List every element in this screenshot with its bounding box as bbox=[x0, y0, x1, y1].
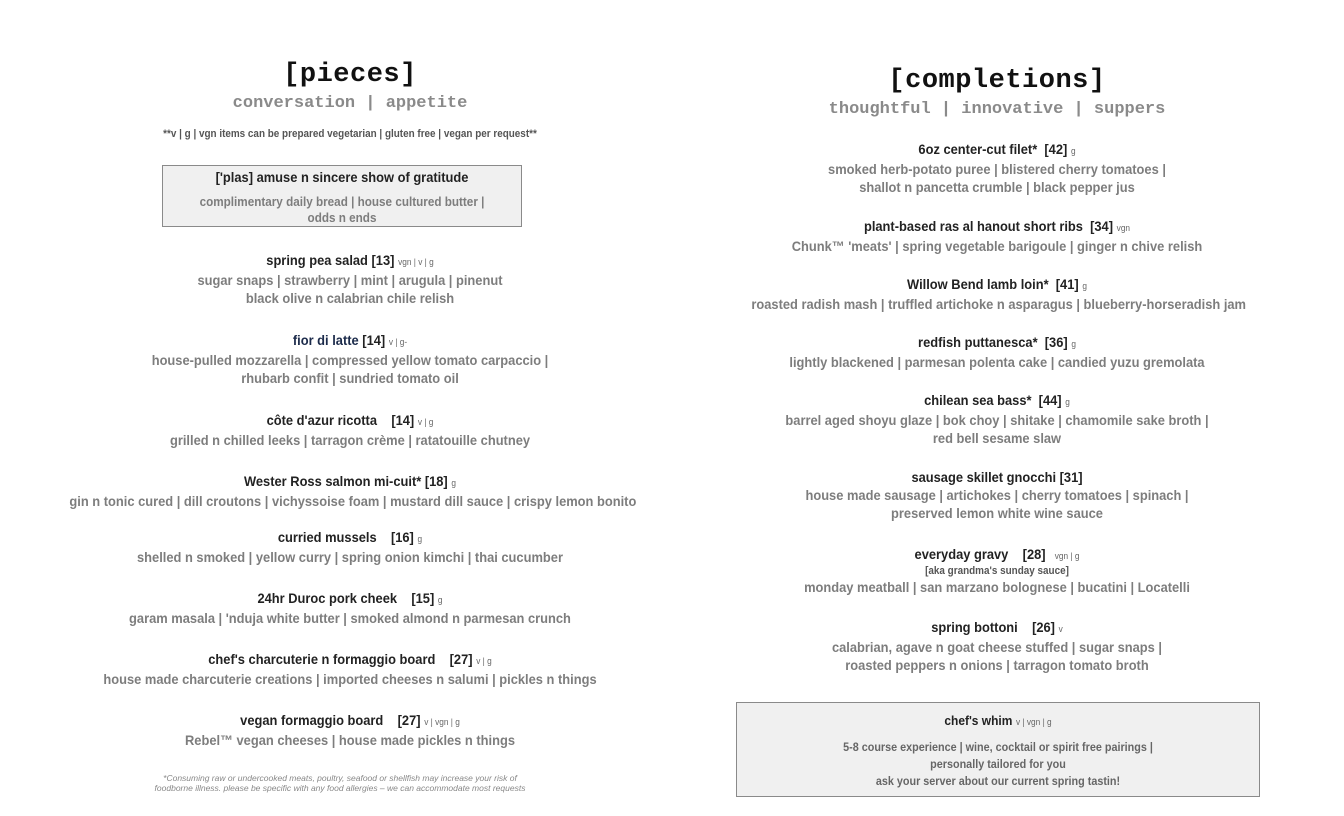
item-desc: house-pulled mozzarella | compressed yellow tomato carpaccio | bbox=[151, 352, 549, 368]
item-desc: preserved lemon white wine sauce bbox=[891, 505, 1103, 521]
menu-item bbox=[730, 141, 1264, 196]
menu-item bbox=[730, 334, 1264, 371]
diet-tag: g bbox=[437, 595, 443, 605]
completions-subtitle: thoughtful | innovative | suppers bbox=[828, 100, 1166, 119]
diet-tag: v | vgn | g bbox=[424, 717, 460, 727]
menu-item bbox=[45, 651, 655, 688]
item-desc: red bell sesame slaw bbox=[932, 430, 1062, 446]
diet-tag: vgn bbox=[1116, 223, 1131, 233]
pieces-subtitle: conversation | appetite bbox=[232, 94, 468, 113]
diet-tag: v bbox=[1058, 624, 1063, 634]
menu-item bbox=[45, 252, 655, 307]
footnote-line: foodborne illness. please be specific with any food allergies – we can accommodate most requests bbox=[154, 783, 526, 793]
menu-item bbox=[730, 619, 1264, 674]
item-desc: sugar snaps | strawberry | mint | arugula | pinenut bbox=[197, 272, 503, 288]
item-desc: smoked herb-potato puree | blistered cherry tomatoes | bbox=[828, 161, 1166, 177]
menu-item bbox=[45, 332, 655, 387]
item-name: 24hr Duroc pork cheek [15] bbox=[257, 590, 435, 606]
item-name: curried mussels [16] bbox=[277, 529, 414, 545]
item-name: côte d'azur ricotta [14] bbox=[266, 412, 415, 428]
item-name: 6oz center-cut filet* [42] bbox=[918, 141, 1068, 157]
menu-item bbox=[730, 546, 1264, 596]
item-subtitle: [aka grandma's sunday sauce] bbox=[925, 565, 1069, 577]
menu-item bbox=[730, 469, 1264, 522]
diet-tag: vgn | g bbox=[1054, 551, 1080, 561]
menu-item bbox=[730, 276, 1264, 313]
diet-tag: g bbox=[417, 534, 423, 544]
item-desc: lightly blackened | parmesan polenta cake | candied yuzu gremolata bbox=[789, 354, 1205, 370]
amuse-title: ['plas] amuse n sincere show of gratitude bbox=[215, 169, 469, 185]
menu-item bbox=[45, 712, 655, 749]
menu-item bbox=[730, 218, 1264, 255]
amuse-desc-line: odds n ends bbox=[307, 210, 377, 225]
item-desc: roasted radish mash | truffled artichoke n asparagus | blueberry-horseradish jam bbox=[751, 296, 1247, 312]
diet-tag: g bbox=[1070, 146, 1076, 156]
item-name: spring bottoni [26] bbox=[931, 619, 1055, 635]
item-desc: roasted peppers n onions | tarragon tomato broth bbox=[845, 657, 1149, 673]
item-desc: Chunk™ 'meats' | spring vegetable barigoule | ginger n chive relish bbox=[791, 238, 1203, 254]
whim-line: personally tailored for you bbox=[930, 757, 1066, 771]
chefs-whim-box bbox=[736, 702, 1260, 797]
whim-name: chef's whim bbox=[944, 713, 1013, 728]
item-name: redfish puttanesca* [36] bbox=[918, 334, 1068, 350]
item-name: Wester Ross salmon mi-cuit* [18] bbox=[243, 473, 448, 489]
item-desc: rhubarb confit | sundried tomato oil bbox=[241, 370, 459, 386]
item-desc: Rebel™ vegan cheeses | house made pickles n things bbox=[184, 732, 516, 748]
completions-title: [completions] bbox=[888, 66, 1106, 96]
item-desc: monday meatball | san marzano bolognese | bucatini | Locatelli bbox=[804, 579, 1190, 595]
diet-tag: g bbox=[1082, 281, 1087, 291]
item-desc: calabrian, agave n goat cheese stuffed | sugar snaps | bbox=[831, 639, 1163, 655]
item-desc: house made charcuterie creations | imported cheeses n salumi | pickles n things bbox=[103, 671, 597, 687]
amuse-box bbox=[162, 165, 522, 227]
whim-title bbox=[758, 713, 1238, 728]
menu-item bbox=[45, 590, 655, 627]
item-desc: black olive n calabrian chile relish bbox=[245, 290, 455, 306]
item-desc: house made sausage | artichokes | cherry tomatoes | spinach | bbox=[805, 487, 1189, 503]
item-name: spring pea salad [13] bbox=[266, 252, 395, 268]
menu-item bbox=[45, 529, 655, 566]
diet-tag: g bbox=[1065, 397, 1070, 407]
item-name: everyday gravy [28] bbox=[914, 546, 1046, 562]
footnote bbox=[45, 773, 635, 793]
item-name: fior di latte bbox=[292, 332, 359, 348]
item-name: vegan formaggio board [27] bbox=[240, 712, 421, 728]
diet-tag: g bbox=[1071, 339, 1076, 349]
item-name: chilean sea bass* [44] bbox=[924, 392, 1062, 408]
item-name: Willow Bend lamb loin* [41] bbox=[907, 276, 1079, 292]
diet-tag: v | vgn | g bbox=[1016, 717, 1052, 727]
item-name: chef's charcuterie n formaggio board [27] bbox=[208, 651, 473, 667]
amuse-desc-line: complimentary daily bread | house cultured butter | bbox=[199, 194, 485, 209]
menu-item bbox=[730, 392, 1264, 447]
diet-tag: v | g- bbox=[388, 337, 408, 347]
item-price: [14] bbox=[362, 332, 386, 348]
whim-line: 5-8 course experience | wine, cocktail or spirit free pairings | bbox=[843, 740, 1153, 754]
footnote-line: *Consuming raw or undercooked meats, poultry, seafood or shellfish may increase your risk of bbox=[163, 773, 517, 783]
item-desc: shallot n pancetta crumble | black pepper jus bbox=[859, 179, 1135, 195]
item-desc: grilled n chilled leeks | tarragon crème | ratatouille chutney bbox=[169, 432, 531, 448]
diet-tag: g bbox=[451, 478, 457, 488]
item-desc: barrel aged shoyu glaze | bok choy | shitake | chamomile sake broth | bbox=[785, 412, 1209, 428]
menu-item bbox=[45, 473, 655, 510]
item-desc: garam masala | 'nduja white butter | smoked almond n parmesan crunch bbox=[129, 610, 571, 626]
menu-item bbox=[45, 412, 655, 449]
dietary-note: **v | g | vgn items can be prepared vegetarian | gluten free | vegan per request** bbox=[163, 128, 537, 140]
item-desc: gin n tonic cured | dill croutons | vichyssoise foam | mustard dill sauce | crispy lemon bonito bbox=[69, 493, 637, 509]
item-desc: shelled n smoked | yellow curry | spring onion kimchi | thai cucumber bbox=[137, 549, 563, 565]
item-name: sausage skillet gnocchi [31] bbox=[911, 469, 1083, 485]
diet-tag: v | g bbox=[417, 417, 434, 427]
diet-tag: vgn | v | g bbox=[398, 257, 434, 267]
pieces-title: [pieces] bbox=[283, 60, 417, 90]
diet-tag: v | g bbox=[476, 656, 492, 666]
item-name: plant-based ras al hanout short ribs [34] bbox=[863, 218, 1114, 234]
whim-line: ask your server about our current spring tastin! bbox=[875, 774, 1121, 788]
